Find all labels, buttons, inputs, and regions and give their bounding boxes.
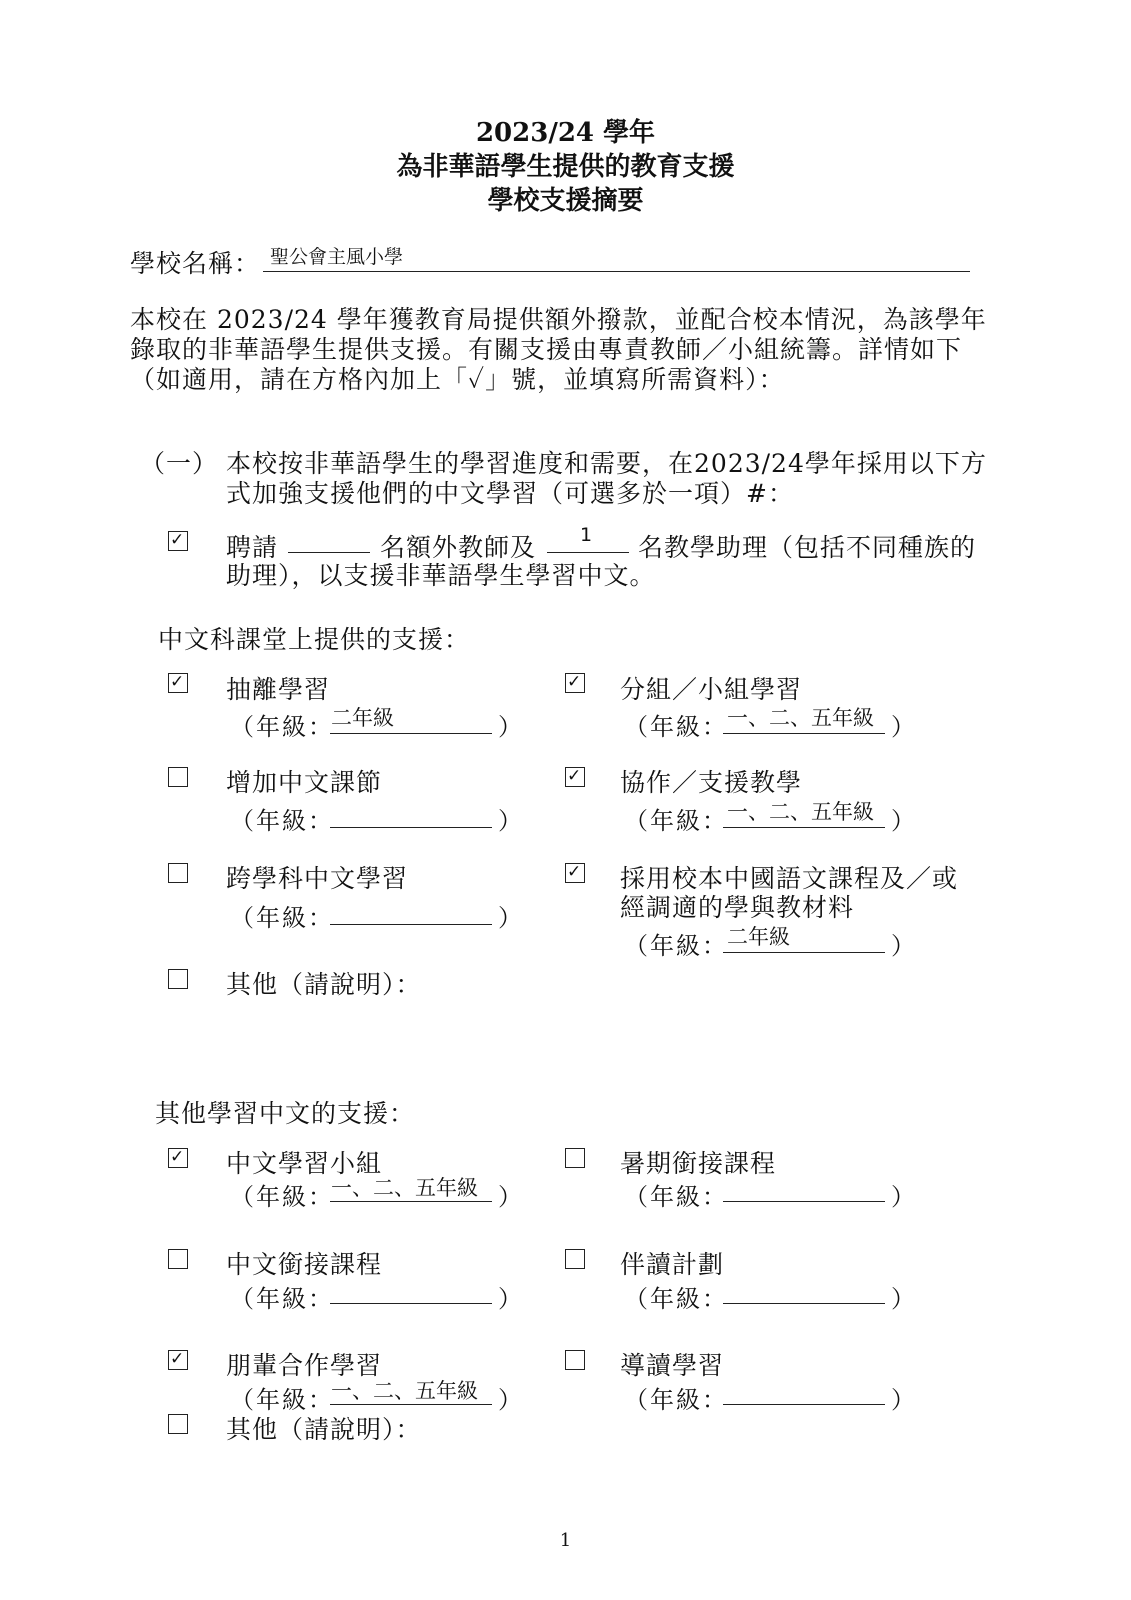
grade-label: （年級： bbox=[624, 1285, 728, 1313]
summer-bridging-checkbox[interactable] bbox=[565, 1148, 585, 1168]
reading-buddy-grade-field[interactable] bbox=[723, 1303, 885, 1304]
cross-curricular-label: 跨學科中文學習 bbox=[226, 864, 409, 893]
grade-close: ） bbox=[891, 1386, 915, 1414]
grade-label: （年級： bbox=[230, 1386, 334, 1414]
chinese-learning-group-checkbox[interactable] bbox=[168, 1148, 188, 1168]
check-mark-icon: ✓ bbox=[170, 1147, 185, 1167]
intro-line-3: （如適用，請在方格內加上「✓」號，並填寫所需資料）： bbox=[130, 365, 785, 394]
staffing-prefix: 聘請 bbox=[226, 533, 279, 562]
group-learning-label: 分組／小組學習 bbox=[620, 675, 803, 704]
school-based-curriculum-checkbox[interactable] bbox=[565, 863, 585, 883]
chinese-bridging-grade-field[interactable] bbox=[330, 1303, 492, 1304]
extra-lessons-label: 增加中文課節 bbox=[226, 768, 383, 797]
grade-close: ） bbox=[498, 904, 522, 932]
grade-label: （年級： bbox=[230, 713, 334, 741]
school-based-curriculum-grade-field[interactable] bbox=[723, 952, 885, 953]
cross-curricular-checkbox[interactable] bbox=[168, 863, 188, 883]
classroom-other-label: 其他（請說明）： bbox=[226, 970, 422, 999]
guided-reading-checkbox[interactable] bbox=[565, 1350, 585, 1370]
section-number: （一） bbox=[140, 449, 219, 478]
intro-line-2: 錄取的非華語學生提供支援。有關支援由專責教師／小組統籌。詳情如下 bbox=[130, 335, 963, 364]
grade-label: （年級： bbox=[230, 1285, 334, 1313]
pullout-grade-value: 二年級 bbox=[331, 706, 394, 730]
peer-cooperative-grade-value: 一、二、五年級 bbox=[331, 1379, 478, 1403]
check-mark-icon: ✓ bbox=[567, 672, 582, 692]
staffing-line-2: 助理），以支援非華語學生學習中文。 bbox=[226, 561, 656, 590]
check-mark-icon: ✓ bbox=[170, 672, 185, 692]
cross-curricular-grade-field[interactable] bbox=[330, 924, 492, 925]
group-learning-grade-value: 一、二、五年級 bbox=[727, 706, 874, 730]
page-number: 1 bbox=[559, 1530, 572, 1551]
check-mark-icon: ✓ bbox=[567, 766, 582, 786]
section-line-2: 式加強支援他們的中文學習（可選多於一項）#： bbox=[226, 479, 794, 508]
grade-close: ） bbox=[891, 1183, 915, 1211]
co-teaching-label: 協作／支援教學 bbox=[620, 768, 803, 797]
title-sub: 學校支援摘要 bbox=[487, 186, 644, 216]
chinese-learning-group-grade-value: 一、二、五年級 bbox=[331, 1176, 478, 1200]
grade-label: （年級： bbox=[624, 1183, 728, 1211]
school-based-curriculum-label-2: 經調適的學與教材料 bbox=[620, 893, 855, 922]
grade-label: （年級： bbox=[230, 807, 334, 835]
section-line-1: 本校按非華語學生的學習進度和需要，在2023/24學年採用以下方 bbox=[226, 449, 987, 478]
staffing-suffix: 名教學助理（包括不同種族的 bbox=[638, 533, 977, 562]
grade-close: ） bbox=[498, 1386, 522, 1414]
school-name-underline bbox=[263, 271, 970, 272]
chinese-learning-group-label: 中文學習小組 bbox=[226, 1149, 383, 1178]
extra-lessons-checkbox[interactable] bbox=[168, 767, 188, 787]
grade-label: （年級： bbox=[624, 932, 728, 960]
check-mark-icon: ✓ bbox=[170, 1349, 185, 1369]
grade-close: ） bbox=[498, 1183, 522, 1211]
grade-close: ） bbox=[498, 807, 522, 835]
teachers-count-field[interactable] bbox=[288, 552, 370, 553]
grade-close: ） bbox=[891, 713, 915, 741]
summer-bridging-label: 暑期銜接課程 bbox=[620, 1149, 777, 1178]
title-year: 2023/24 學年 bbox=[475, 118, 656, 148]
guided-reading-label: 導讀學習 bbox=[620, 1351, 725, 1380]
grade-label: （年級： bbox=[624, 807, 728, 835]
grade-label: （年級： bbox=[230, 1183, 334, 1211]
grade-close: ） bbox=[891, 807, 915, 835]
pullout-checkbox[interactable] bbox=[168, 673, 188, 693]
other-support-other-checkbox[interactable] bbox=[168, 1414, 188, 1434]
staffing-mid: 名額外教師及 bbox=[380, 533, 537, 562]
title-main: 為非華語學生提供的教育支援 bbox=[396, 152, 735, 182]
group-learning-grade-field[interactable] bbox=[723, 733, 885, 734]
chinese-bridging-checkbox[interactable] bbox=[168, 1249, 188, 1269]
intro-line-1: 本校在 2023/24 學年獲教育局提供額外撥款，並配合校本情況，為該學年 bbox=[130, 305, 987, 334]
guided-reading-grade-field[interactable] bbox=[723, 1404, 885, 1405]
school-name-label: 學校名稱： bbox=[130, 249, 261, 278]
peer-cooperative-label: 朋輩合作學習 bbox=[226, 1351, 383, 1380]
grade-close: ） bbox=[891, 932, 915, 960]
check-mark-icon: ✓ bbox=[170, 530, 185, 550]
group-learning-checkbox[interactable] bbox=[565, 673, 585, 693]
grade-close: ） bbox=[498, 713, 522, 741]
peer-cooperative-grade-field[interactable] bbox=[330, 1404, 492, 1405]
grade-label: （年級： bbox=[624, 713, 728, 741]
chinese-bridging-label: 中文銜接課程 bbox=[226, 1250, 383, 1279]
school-based-curriculum-grade-value: 二年級 bbox=[727, 925, 790, 949]
grade-close: ） bbox=[498, 1285, 522, 1313]
classroom-other-checkbox[interactable] bbox=[168, 969, 188, 989]
grade-label: （年級： bbox=[230, 904, 334, 932]
chinese-learning-group-grade-field[interactable] bbox=[330, 1201, 492, 1202]
grade-label: （年級： bbox=[624, 1386, 728, 1414]
pullout-label: 抽離學習 bbox=[226, 675, 331, 704]
school-based-curriculum-label: 採用校本中國語文課程及／或 bbox=[620, 864, 959, 893]
co-teaching-grade-field[interactable] bbox=[723, 827, 885, 828]
co-teaching-checkbox[interactable] bbox=[565, 767, 585, 787]
classroom-support-heading: 中文科課堂上提供的支援： bbox=[158, 625, 471, 654]
peer-cooperative-checkbox[interactable] bbox=[168, 1350, 188, 1370]
summer-bridging-grade-field[interactable] bbox=[723, 1201, 885, 1202]
pullout-grade-field[interactable] bbox=[330, 733, 492, 734]
other-support-other-label: 其他（請說明）： bbox=[226, 1415, 422, 1444]
check-mark-icon: ✓ bbox=[567, 862, 582, 882]
extra-lessons-grade-field[interactable] bbox=[330, 827, 492, 828]
co-teaching-grade-value: 一、二、五年級 bbox=[727, 800, 874, 824]
reading-buddy-label: 伴讀計劃 bbox=[620, 1250, 725, 1279]
staffing-checkbox[interactable] bbox=[168, 531, 188, 551]
assistants-count-value: 1 bbox=[580, 524, 593, 546]
school-name-value: 聖公會主風小學 bbox=[270, 246, 404, 268]
grade-close: ） bbox=[891, 1285, 915, 1313]
assistants-count-field[interactable] bbox=[547, 552, 629, 553]
reading-buddy-checkbox[interactable] bbox=[565, 1249, 585, 1269]
other-support-heading: 其他學習中文的支援： bbox=[155, 1099, 416, 1128]
